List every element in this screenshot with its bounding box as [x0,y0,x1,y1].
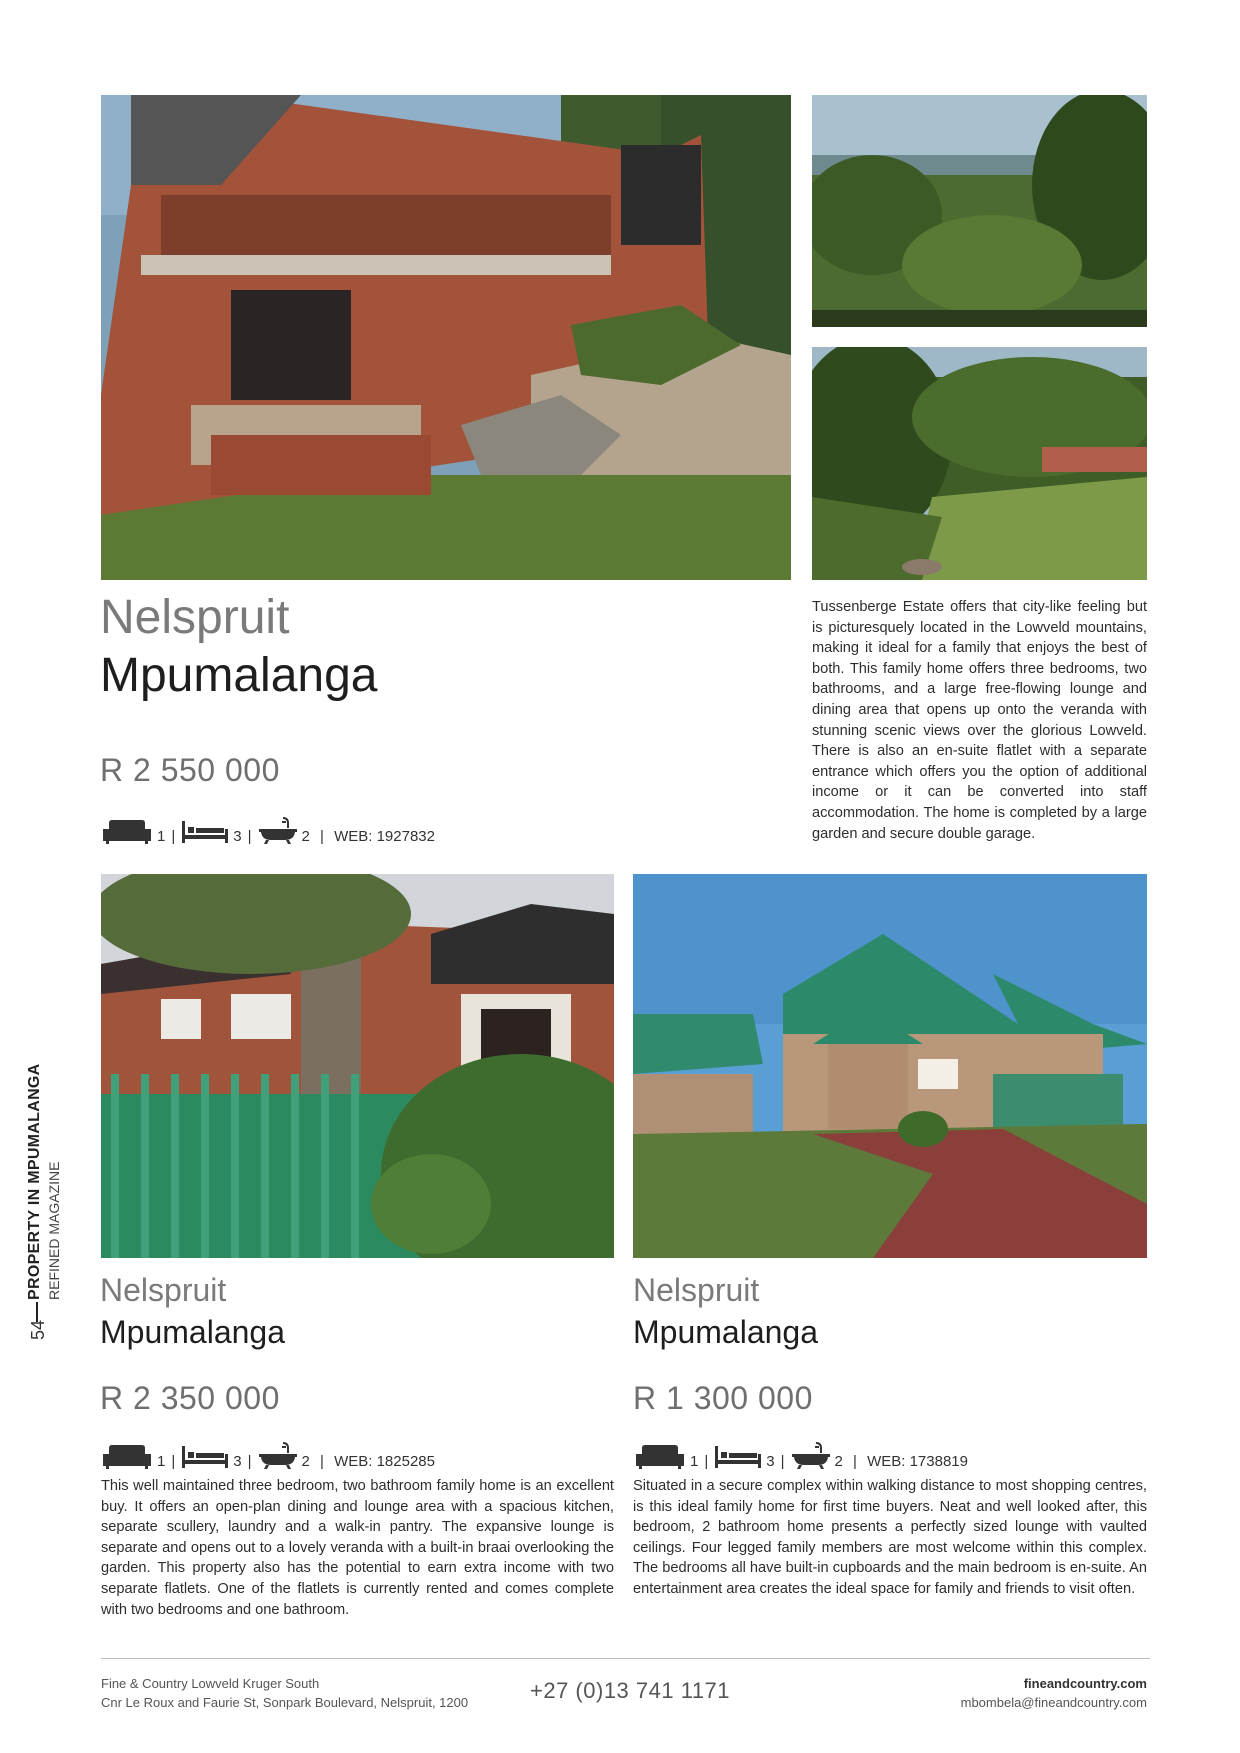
listing-1-specs: 1 | 3 | 2 | WEB: 1927832 [101,815,435,845]
bedroom-count: 3 [233,1453,242,1470]
listing-2-price: R 2 350 000 [100,1380,280,1416]
listing-3-region: Mpumalanga [633,1314,818,1350]
listing-2-photo [101,874,614,1258]
listing-2-city: Nelspruit [100,1272,227,1308]
listing-2-specs: 1 | 3 | 2 | WEB: 1825285 [101,1440,435,1470]
footer-divider [101,1658,1150,1659]
listing-3-specs: 1 | 3 | 2 | WEB: 1738819 [634,1440,968,1470]
listing-1-region: Mpumalanga [100,649,378,702]
side-label-subtitle: REFINED MAGAZINE [46,1161,62,1300]
listing-1-web-ref: WEB: 1927832 [334,828,435,845]
bath-icon [791,1440,831,1470]
lounge-count: 1 [157,1453,166,1470]
footer-office-name: Fine & Country Lowveld Kruger South [101,1676,320,1691]
side-label-title: PROPERTY IN MPUMALANGA [26,1063,43,1300]
listing-1-description: Tussenberge Estate offers that city-like feeling but is picturesquely located in the Lowveld mountains, making it ideal for a family that enjoys the best of both. This family home offers three bedrooms, two bathrooms, and a large free-flowing lounge and dining area that opens up onto the veranda with stunning scenic views over the glorious Lowveld. There is also an en-suite flatlet with a separate entrance which offers you the option of additional income or it can be converted into staff accommodation. The home is completed by a large garden and secure double garage. [812,599,1147,842]
listing-3-city: Nelspruit [633,1272,760,1308]
footer-email[interactable]: mbombela@fineandcountry.com [960,1695,1147,1710]
bath-icon [258,815,298,845]
bathroom-count: 2 [301,1453,310,1470]
bed-icon [181,1444,229,1470]
bedroom-count: 3 [233,828,242,845]
lounge-count: 1 [690,1453,699,1470]
bed-icon [714,1444,762,1470]
bathroom-count: 2 [834,1453,843,1470]
side-label [26,1000,76,1300]
listing-1-view-photo [812,95,1147,327]
bed-icon [181,819,229,845]
footer-phone[interactable]: +27 (0)13 741 1171 [530,1678,731,1703]
listing-3-web-ref: WEB: 1738819 [867,1453,968,1470]
listing-3-photo [633,874,1147,1258]
listing-2-region: Mpumalanga [100,1314,285,1350]
bedroom-count: 3 [766,1453,775,1470]
sofa-icon [634,1444,686,1470]
lounge-count: 1 [157,828,166,845]
sofa-icon [101,1444,153,1470]
listing-3-price: R 1 300 000 [633,1380,813,1416]
bathroom-count: 2 [301,828,310,845]
listing-3-description: Situated in a secure complex within walking distance to most shopping centres, is this ideal family home for first time buyers. Neat and well looked after, this bedroom, 2 bathroom home presents a perfectly sized lounge with vaulted ceilings. Four legged family members are most welcome within this complex. The bedrooms all have built-in cupboards and the main bedroom is en-suite. An entertainment area creates the ideal space for family and friends to visit often. [633,1478,1147,1597]
listing-2-description: This well maintained three bedroom, two bathroom family home is an excellent buy. It offers an open-plan dining and lounge area with a spacious kitchen, separate scullery, laundry and a walk-in pantry. The expansive lounge is separate and opens out to a lovely veranda with a built-in braai overlooking the garden. This property also has the potential to earn extra income with two separate flatlets. One of the flatlets is currently rented and comes complete with two bedrooms and one bathroom. [101,1478,614,1618]
page-number: 54 [28,1319,48,1340]
listing-2-web-ref: WEB: 1825285 [334,1453,435,1470]
sofa-icon [101,819,153,845]
listing-1-city: Nelspruit [100,591,290,644]
bath-icon [258,1440,298,1470]
footer-address: Cnr Le Roux and Faurie St, Sonpark Boulevard, Nelspruit, 1200 [101,1695,469,1710]
footer-website[interactable]: fineandcountry.com [1023,1676,1147,1691]
listing-1-main-photo [101,95,791,580]
listing-1-price: R 2 550 000 [100,752,280,788]
listing-1-garden-photo [812,347,1147,580]
